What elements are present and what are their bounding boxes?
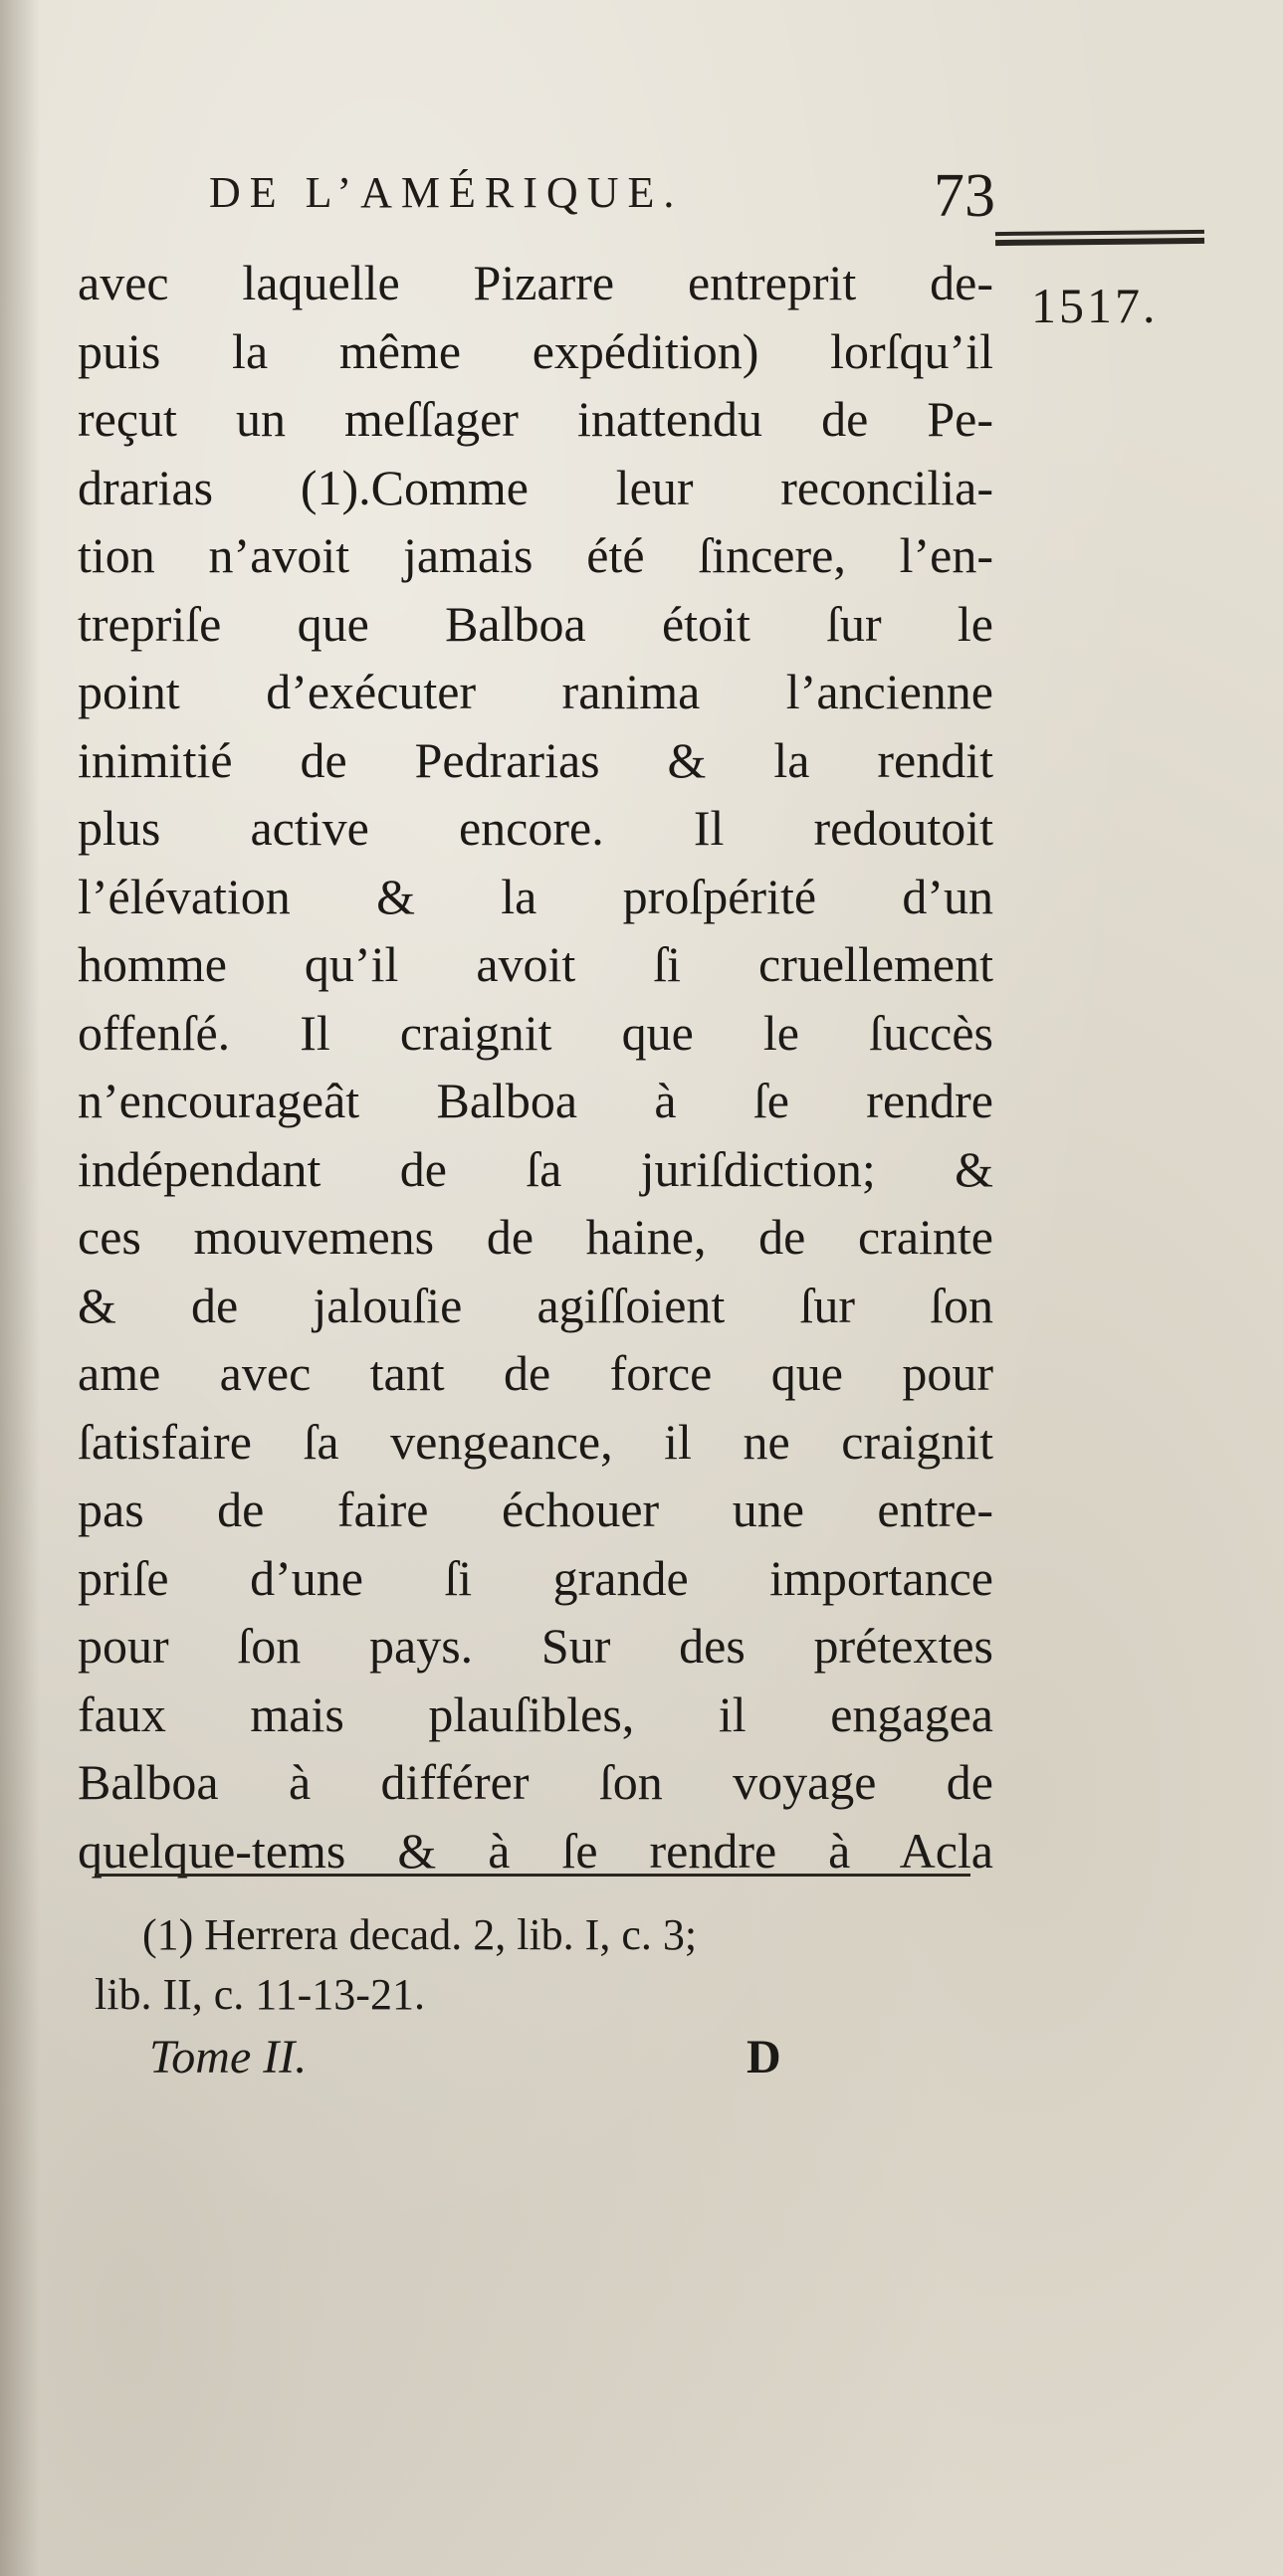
text-line: indépendant de ſa juriſdiction; & <box>78 1140 993 1197</box>
text-line: faux mais plauſibles, il engagea <box>78 1685 993 1742</box>
text-line: point d’exécuter ranima l’ancienne <box>78 664 993 719</box>
margin-year: 1517. <box>1031 278 1159 333</box>
page-number: 73 <box>934 162 995 230</box>
text-line: avec laquelle Pizarre entreprit de- <box>78 255 993 310</box>
footnote <box>95 1905 1010 2025</box>
text-line: l’élévation & la proſpérité d’un <box>78 868 993 924</box>
footnote-rule <box>95 1874 970 1877</box>
text-line: reçut un meſſager inattendu de Pe- <box>78 391 993 447</box>
signature-line <box>149 2030 846 2084</box>
gutter-shadow <box>0 0 40 2576</box>
running-head <box>209 162 995 237</box>
text-line: ſatisfaire ſa vengeance, il ne craignit <box>78 1413 993 1470</box>
margin-rule <box>995 230 1204 246</box>
text-line: n’encourageât Balboa à ſe rendre <box>78 1073 993 1128</box>
signature-mark: D <box>747 2031 781 2083</box>
text-line: ces mouvemens de haine, de crainte <box>78 1209 993 1265</box>
text-line: plus active encore. Il redoutoit <box>78 800 993 856</box>
text-line: ame avec tant de force que pour <box>78 1345 993 1401</box>
text-line: puis la même expédition) lorſqu’il <box>78 322 993 379</box>
volume-label: Tome II. <box>149 2031 308 2083</box>
footnote-line-1: (1) Herrera decad. 2, lib. I, c. 3; <box>142 1910 698 1959</box>
running-title: DE L’AMÉRIQUE. <box>209 168 684 217</box>
text-line: tion n’avoit jamais été ſincere, l’en- <box>78 527 993 583</box>
text-line: homme qu’il avoit ſi cruellement <box>78 936 993 992</box>
text-line: pas de faire échouer une entre- <box>78 1482 993 1537</box>
text-line: & de jalouſie agiſſoient ſur ſon <box>78 1277 993 1333</box>
footnote-line-2: lib. II, c. 11-13-21. <box>95 1970 425 2019</box>
text-line: trepriſe que Balboa étoit ſur le <box>78 595 993 652</box>
text-line: inimitié de Pedrarias & la rendit <box>78 731 993 788</box>
text-line: drarias (1).Comme leur reconcilia- <box>78 459 993 515</box>
text-line: priſe d’une ſi grande importance <box>78 1549 993 1606</box>
text-line: Balboa à différer ſon voyage de <box>78 1754 993 1810</box>
text-line: pour ſon pays. Sur des prétextes <box>78 1618 993 1674</box>
body-text <box>78 249 993 1884</box>
text-line: offenſé. Il craignit que le ſuccès <box>78 1004 993 1061</box>
text-line: quelque-tems & à ſe rendre à Acla <box>78 1822 993 1879</box>
